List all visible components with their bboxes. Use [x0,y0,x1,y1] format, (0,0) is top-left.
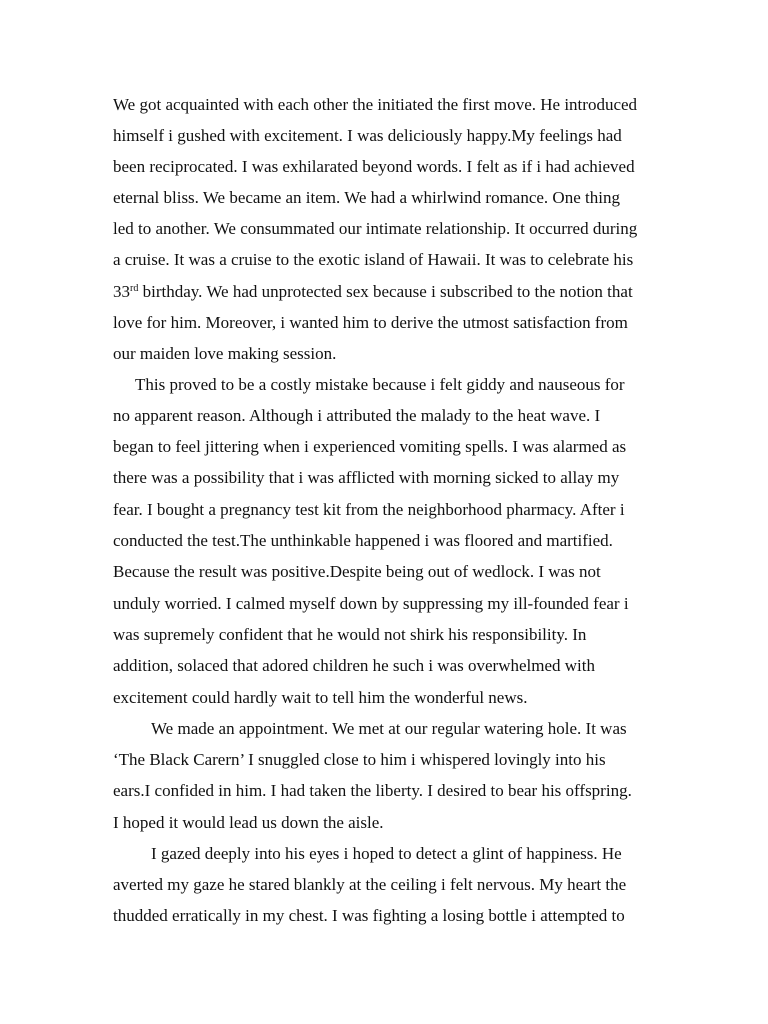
text-line: excitement could hardly wait to tell him the wonderful news. [113,688,528,707]
text-line: no apparent reason. Although i attributed the malady to the heat wave. I [113,406,601,425]
text-line: began to feel jittering when i experienced vomiting spells. I was alarmed as [113,437,627,456]
ordinal-suffix: rd [130,283,139,294]
text-line: I hoped it would lead us down the aisle. [113,813,384,832]
text-line: eternal bliss. We became an item. We had a whirlwind romance. One thing [113,188,620,207]
text-line: ears.I confided in him. I had taken the liberty. I desired to bear his offspring. [113,781,632,800]
text-line: addition, solaced that adored children he such i was overwhelmed with [113,656,595,675]
text-line: himself i gushed with excitement. I was deliciously happy.My feelings had [113,126,622,145]
text-line: our maiden love making session. [113,344,337,363]
text-line: averted my gaze he stared blankly at the ceiling i felt nervous. My heart the [113,875,627,894]
text-line: a cruise. It was a cruise to the exotic island of Hawaii. It was to celebrate his [113,250,634,269]
text-line: We got acquainted with each other the initiated the first move. He introduced [113,95,638,114]
text-line: I gazed deeply into his eyes i hoped to detect a glint of happiness. He [151,844,622,863]
text-line: fear. I bought a pregnancy test kit from the neighborhood pharmacy. After i [113,500,625,519]
line-remainder: birthday. We had unprotected sex because i subscribed to the notion that [138,282,633,301]
text-line: Because the result was positive.Despite being out of wedlock. I was not [113,562,601,581]
text-line: there was a possibility that i was afflicted with morning sicked to allay my [113,468,620,487]
ordinal-number: 33 [113,282,130,301]
text-line: love for him. Moreover, i wanted him to derive the utmost satisfaction from [113,313,628,332]
text-line: been reciprocated. I was exhilarated beyond words. I felt as if i had achieved [113,157,635,176]
text-line: We made an appointment. We met at our regular watering hole. It was [151,719,627,738]
text-line: thudded erratically in my chest. I was fighting a losing bottle i attempted to [113,906,625,925]
text-line: led to another. We consummated our intimate relationship. It occurred during [113,219,638,238]
text-line: ‘The Black Carern’ I snuggled close to him i whispered lovingly into his [113,750,606,769]
text-line: was supremely confident that he would not shirk his responsibility. In [113,625,587,644]
text-line: unduly worried. I calmed myself down by suppressing my ill-founded fear i [113,594,629,613]
text-line: This proved to be a costly mistake because i felt giddy and nauseous for [135,375,625,394]
text-line: conducted the test.The unthinkable happened i was floored and martified. [113,531,613,550]
text-line [113,282,633,302]
